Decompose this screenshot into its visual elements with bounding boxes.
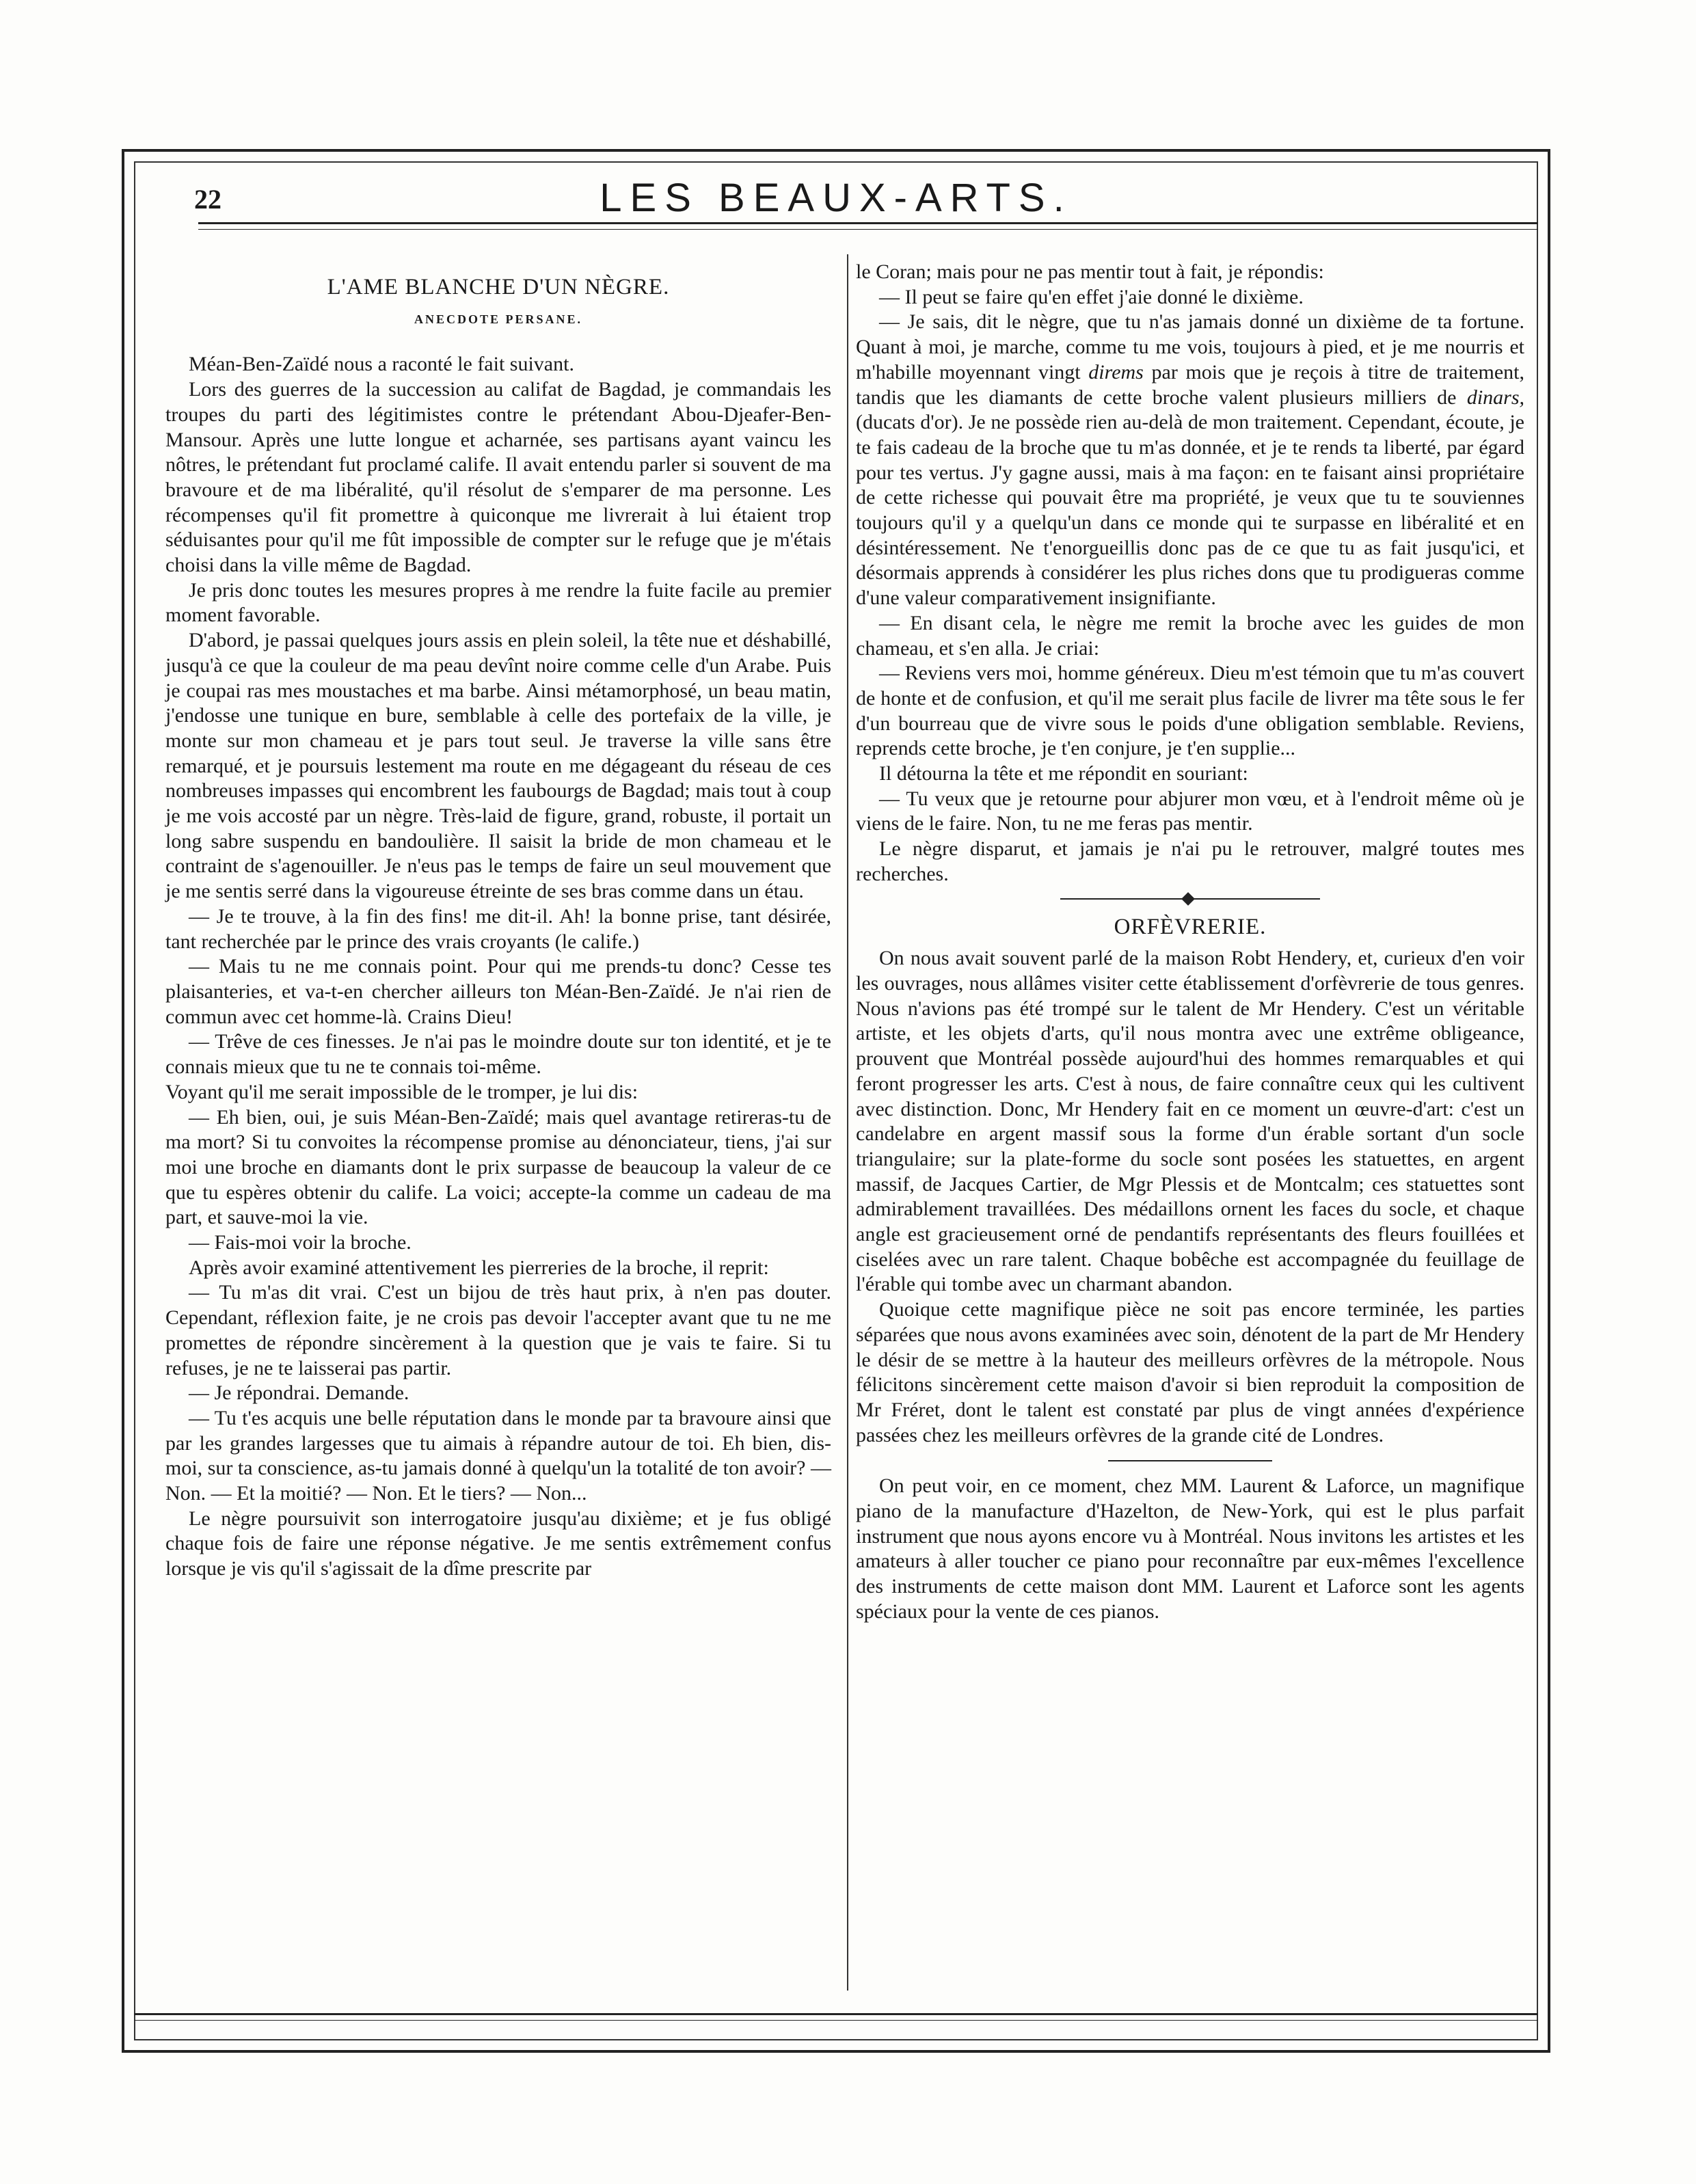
paragraph: — Tu m'as dit vrai. C'est un bijou de très haut prix, à n'en pas douter. Cependant, réflexion faite, je ne crois pas devoir l'accepter avant que tu ne me promettes de répondre sincèrement à la question que je vais te faire. Si tu refuses, je ne te laisserai pas partir. — [165, 1281, 831, 1379]
column-divider — [847, 254, 848, 1991]
paragraph: Méan-Ben-Zaïdé nous a raconté le fait suivant. — [189, 353, 574, 376]
footer-rule-thick — [134, 2013, 1538, 2015]
paragraph: — Fais-moi voir la broche. — [189, 1231, 412, 1254]
column-left — [165, 260, 831, 1582]
paragraph: — En disant cela, le nègre me remit la broche avec les guides de mon chameau, et s'en alla. Je criai: — [856, 611, 1524, 660]
paragraph: D'abord, je passai quelques jours assis en plein soleil, la tête nue et déshabillé, jusqu'à ce que la couleur de ma peau devînt noire comme celle d'un Arabe. Puis je coupai ras mes moustaches et ma barbe. Ainsi métamorphosé, un beau matin, j'endosse une tunique en bure, semblable à celle des portefaix de la ville, je monte sur mon chameau et je pars tout seul. Je traverse la ville sans être remarqué, et je poursuis lestement ma route en me dégageant du réseau de ces nombreuses impasses qui encombrent les faubourgs de Bagdad; mais tout à coup je me vois accosté par un nègre. Très-laid de figure, grand, robuste, il portait un long sabre suspendu en bandoulière. Il saisit la bride de mon chameau et le contraint de s'agenouiller. Je n'eus pas le temps de faire un seul mouvement que je me sentis serré dans la vigoureuse étreinte de ses bras comme dans un étau. — [165, 629, 831, 903]
paragraph: — Eh bien, oui, je suis Méan-Ben-Zaïdé; mais quel avantage retireras-tu de ma mort? Si tu convoites la récompense promise au dénonciateur, tiens, j'ai sur moi une broche en diamants dont le prix surpasse de beaucoup la valeur de ce que tu espères obtenir du calife. La voici; accepte-la comme un cadeau de ma part, et sauve-moi la vie. — [165, 1105, 831, 1229]
paragraph: Quoique cette magnifique pièce ne soit pas encore terminée, les parties séparées que nous avons examinées avec soin, dénotent de la part de Mr Hendery le désir de se mettre à la hauteur des meilleurs orfèvres de la métropole. Nous félicitons sincèrement cette maison d'avoir si bien reproduit la composition de Mr Fréret, dont le talent est constaté par plus de vingt années d'expérience passées chez les meilleurs orfèvres de la grande cité de Londres. — [856, 1298, 1524, 1446]
paragraph: — Je répondrai. Demande. — [189, 1381, 409, 1405]
italic-word: direms — [1088, 360, 1144, 383]
masthead-title: LES BEAUX-ARTS. — [600, 176, 1073, 220]
header-rule-thick — [198, 222, 1538, 224]
paragraph — [856, 310, 1524, 610]
paragraph: Le nègre poursuivit son interrogatoire jusqu'au dixième; et je fus obligé chaque fois de faire une réponse négative. Je me sentis extrêmement confus lorsque je vis qu'il s'agissait de la dîme prescrite par — [165, 1507, 831, 1580]
paragraph: — Je te trouve, à la fin des fins! me dit-il. Ah! la bonne prise, tant désirée, tant recherchée par le prince des vrais croyants (le calife.) — [165, 904, 831, 953]
paragraph: — Reviens vers moi, homme généreux. Dieu m'est témoin que tu m'as couvert de honte et de confusion, et qu'il me serait plus facile de livrer ma tête sous le fer d'un bourreau que de vivre sous le poids d'une obligation semblable. Reviens, reprends cette broche, je t'en conjure, je t'en supplie... — [856, 662, 1524, 760]
diamond-ornament-icon — [1181, 892, 1195, 906]
paragraph: On peut voir, en ce moment, chez MM. Laurent & Laforce, un magnifique piano de la manufacture d'Hazelton, de New-York, qui est le plus parfait instrument que nous ayons encore vu à Montréal. Nous invitons les artistes et les amateurs à aller toucher ce piano pour reconnaître par eux-mêmes l'excellence des instruments de cette maison dont MM. Laurent et Laforce sont les agents spéciaux pour la vente de ces pianos. — [856, 1474, 1524, 1623]
page-header — [134, 161, 1538, 223]
article-title: ORFÈVRERIE. — [1114, 914, 1267, 939]
paragraph: On nous avait souvent parlé de la maison Robt Hendery, et, curieux d'en voir les ouvrages, nous allâmes visiter cette établissement d'orfèvrerie de tous genres. Nous n'avions pas été trompé sur le talent de Mr Hendery. C'est un véritable artiste, et les objets d'arts, qu'il nous montra avec une extrême obligeance, prouvent que Montréal possède aujourd'hui des hommes remarquables et qui feront progresser les arts. C'est à nous, de faire connaître ceux qui les cultivent avec distinction. Donc, Mr Hendery fait en ce moment un œuvre-d'art: c'est un candelabre en argent massif sous la forme d'un érable sortant d'un socle triangulaire; sur la plate-forme du socle sont posées les statuettes, en argent massif, de Jacques Cartier, de Mgr Plessis et de Montcalm; ces statuettes sont admirablement travaillées. Des médaillons ornent les faces du socle, et chaque angle est gracieusement orné de pendantifs représentants des fleurs fouillées et ciselées avec un rare talent. Chaque bobêche est accompagnée du feuillage de l'érable qui tombe avec un charmant abandon. — [856, 947, 1524, 1296]
paragraph: le Coran; mais pour ne pas mentir tout à fait, je répondis: — [856, 260, 1324, 283]
header-rule-thin — [198, 229, 1538, 230]
paragraph: — Mais tu ne me connais point. Pour qui me prends-tu donc? Cesse tes plaisanteries, et va-t-en chercher ailleurs ton Méan-Ben-Zaïdé. Je n'ai rien de commun avec cet homme-là. Crains Dieu! — [165, 955, 831, 1028]
paragraph: Voyant qu'il me serait impossible de le tromper, je lui dis: — [165, 1080, 638, 1103]
column-right — [856, 260, 1524, 1625]
paragraph: Lors des guerres de la succession au califat de Bagdad, je commandais les troupes du parti des légitimistes contre le prétendant Abou-Djeafer-Ben-Mansour. Après une lutte longue et acharnée, ses partisans ayant vaincu les nôtres, le prétendant fut proclamé calife. Il avait entendu parler si souvent de ma bravoure et de ma libéralité, qu'il résolut de s'emparer de ma personne. Les récompenses qu'il fit promettre à quiconque me livrerait à lui étaient trop séduisantes pour qu'il me fût impossible de compter sur le refuge que je m'étais choisi dans la ville même de Bagdad. — [165, 378, 831, 577]
article-subtitle: ANECDOTE PERSANE. — [414, 312, 583, 326]
article-title: L'AME BLANCHE D'UN NÈGRE. — [327, 275, 670, 299]
page-number: 22 — [194, 184, 221, 215]
paragraph: — Tu t'es acquis une belle réputation dans le monde par ta bravoure ainsi que par les grandes largesses que tu aimais à répandre autour de toi. Eh bien, dis-moi, sur ta conscience, as-tu jamais donné à quelqu'un la totalité de ton avoir? — Non. — Et la moitié? — Non. Et le tiers? — Non... — [165, 1406, 831, 1505]
section-separator — [1108, 1460, 1272, 1461]
text-run: (ducats d'or). Je ne possède rien au-delà de mon traitement. Cependant, écoute, je te fais cadeau de la broche que tu m'as donnée, et je te rends ta liberté, par égard pour tes vertus. J'y gagne aussi, mais à ma façon: en te faisant ainsi propriétaire de cette richesse qui pouvait être ma propriété, je veux que tu te souviennes toujours qu'il y a quelqu'un dans ce monde qui te surpasse en libéralité et en désintéressement. Ne t'enorgueillis donc pas de ce que tu as fait jusqu'ici, et désormais apprends à considérer les plus riches dons que tu prodigueras comme d'une valeur comparativement insignifiante. — [856, 411, 1524, 610]
paragraph: — Tu veux que je retourne pour abjurer mon vœu, et à l'endroit même où je viens de le faire. Non, tu ne me feras pas mentir. — [856, 787, 1524, 835]
paragraph: Après avoir examiné attentivement les pierreries de la broche, il reprit: — [189, 1256, 769, 1279]
paragraph: Il détourna la tête et me répondit en souriant: — [879, 762, 1248, 785]
section-separator — [1060, 898, 1320, 900]
footer-rule-thin — [134, 2020, 1538, 2021]
text-run: par mois que je reçois à titre de traitement, tandis que les diamants de cette broche valent plusieurs milliers de — [856, 360, 1524, 409]
paragraph: — Trêve de ces finesses. Je n'ai pas le moindre doute sur ton identité, et je te connais mieux que tu ne te connais toi-même. — [165, 1030, 831, 1079]
paragraph: Je pris donc toutes les mesures propres à me rendre la fuite facile au premier moment favorable. — [165, 578, 831, 627]
paragraph: — Il peut se faire qu'en effet j'aie donné le dixième. — [879, 285, 1304, 308]
text-run: — Je sais, dit le nègre, que tu n'as jamais donné un dixième de ta fortune. Quant à moi, je marche, comme tu me vois, toujours à pied, et je me nourris et m'habille moyennant vingt — [856, 310, 1524, 383]
italic-word: dinars, — [1466, 386, 1524, 409]
paragraph: Le nègre disparut, et jamais je n'ai pu le retrouver, malgré toutes mes recherches. — [856, 837, 1524, 885]
